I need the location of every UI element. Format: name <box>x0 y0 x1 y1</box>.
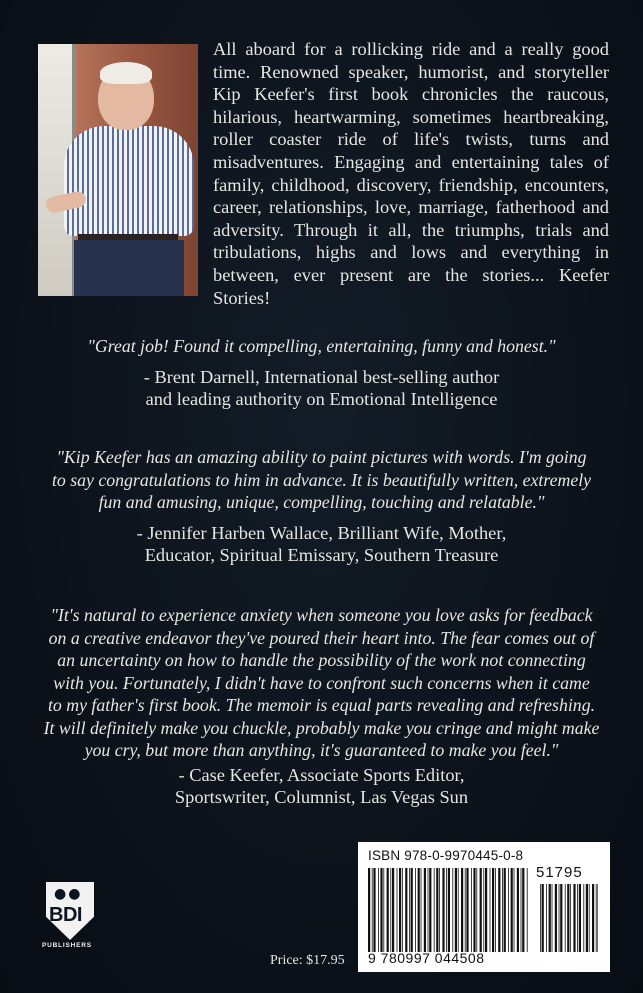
author-photo <box>38 44 198 296</box>
publisher-logo-mark: BDI <box>49 904 82 926</box>
publisher-logo <box>40 882 100 954</box>
testimonial-1-text: "Great job! Found it compelling, entertaining, funny and honest." <box>87 336 556 356</box>
testimonial-3-text: "It's natural to experience anxiety when someone you love asks for feedback on a creative endeavor they've poured their heart into. The fear comes out of an uncertainty on how to handle the possibility of the work not connecting with you. Fortunately, I didn't have to confront such concerns when it came to my father's first book. The memoir is equal parts revealing and refreshing. It will definitely make you chuckle, probably make you cringe and might make you cry, but more than anything, it's guaranteed to make you feel." <box>43 605 600 760</box>
publisher-logo-subtext: PUBLISHERS <box>42 942 92 949</box>
ean-number: 9 780997 044508 <box>368 950 485 966</box>
testimonial-3-attribution: - Case Keefer, Associate Sports Editor, Sportswriter, Columnist, Las Vegas Sun <box>174 764 469 808</box>
price-addon-number: 51795 <box>536 864 583 881</box>
isbn-text: ISBN 978-0-9970445-0-8 <box>368 848 524 863</box>
ean-barcode <box>368 868 528 952</box>
testimonial-1-attribution: - Brent Darnell, International best-selling author and leading authority on Emotional Intelligence <box>143 366 500 410</box>
testimonial-2-text: "Kip Keefer has an amazing ability to paint pictures with words. I'm going to say congratulations to him in advance. It is beautifully written, extremely fun and amusing, unique, compelling, touching and relatable." <box>51 447 592 512</box>
price-label: Price: $17.95 <box>270 953 345 968</box>
glasses-icon: ●● <box>54 886 83 902</box>
barcode-box <box>358 842 610 972</box>
book-blurb: All aboard for a rollicking ride and a really good time. Renowned speaker, humorist, and storyteller Kip Keefer's first book chronicles the raucous, hilarious, heartwarming, sometimes heartbreaking, roller coaster ride of life's twists, turns and misadventures. Engaging and entertaining tales of family, childhood, discovery, friendship, encounters, career, relationships, love, marriage, fatherhood and adversity. Through it all, the triumphs, trials and tribulations, highs and lows and everything in between, ever present are the stories... Keefer Stories! <box>213 39 609 308</box>
testimonial-2-attribution: - Jennifer Harben Wallace, Brilliant Wife, Mother, Educator, Spiritual Emissary, Southern Treasure <box>136 522 507 566</box>
testimonial-3 <box>40 604 603 809</box>
testimonial-2 <box>40 446 603 567</box>
addon-barcode <box>540 884 598 952</box>
testimonial-1 <box>40 335 603 411</box>
